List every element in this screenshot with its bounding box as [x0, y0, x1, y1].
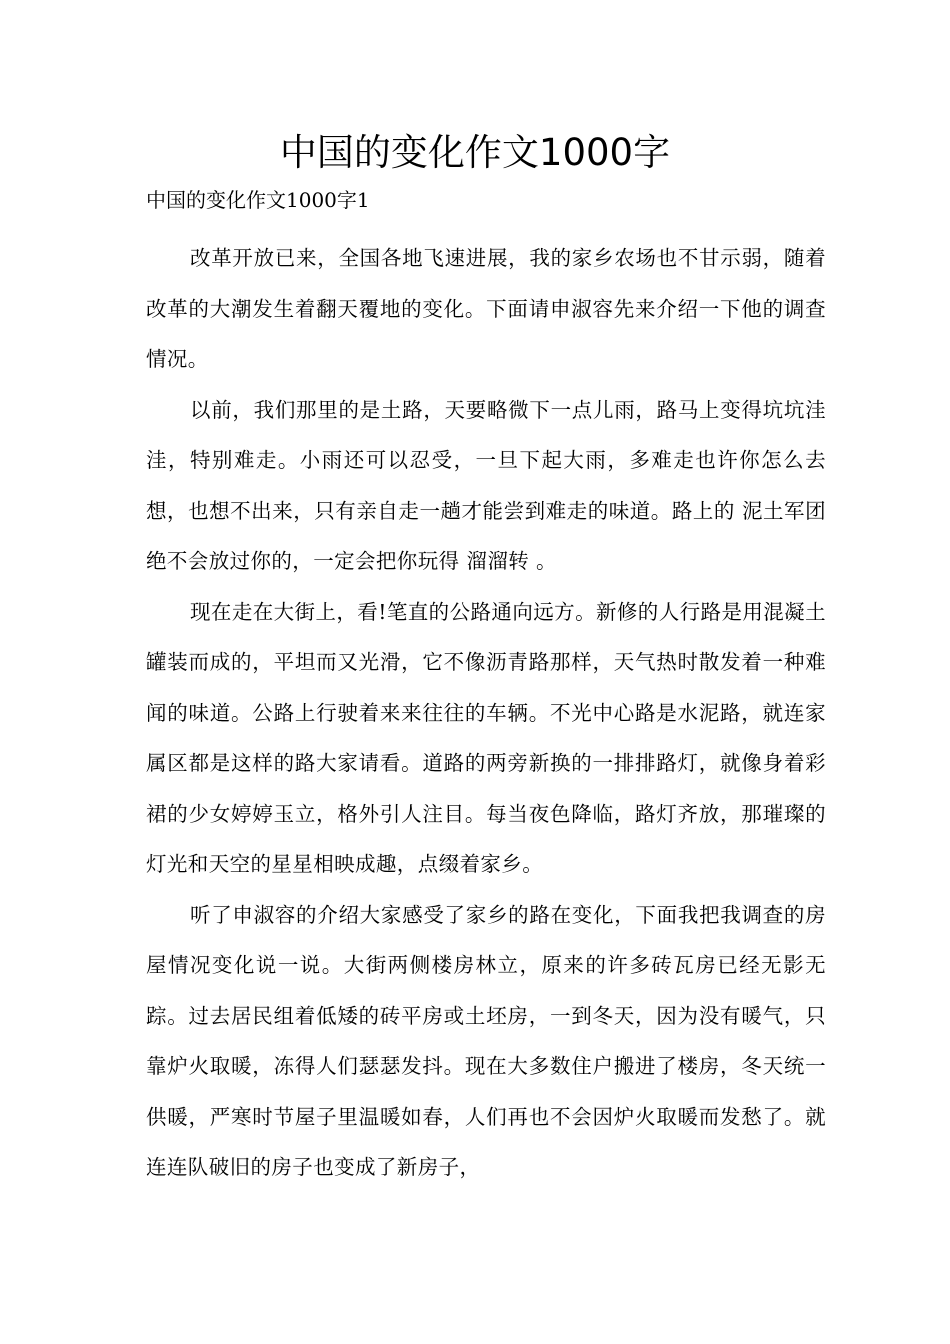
document-title: 中国的变化作文1000字 [279, 131, 671, 174]
paragraph-4: 听了申淑容的介绍大家感受了家乡的路在变化，下面我把我调查的房屋情况变化说一说。大街两侧楼房林立，原来的许多砖瓦房已经无影无踪。过去居民组着低矮的砖平房或土坯房，一到冬天，因为没有暖气，只靠炉火取暖，冻得人们瑟瑟发抖。现在大多数住户搬进了楼房，冬天统一供暖，严寒时节屋子里温暖如春，人们再也不会因炉火取暖而发愁了。就连连队破旧的房子也变成了新房子， [146, 902, 826, 1179]
document-body [146, 233, 826, 1193]
document-subtitle: 中国的变化作文1000字1 [146, 188, 370, 212]
paragraph-1: 改革开放已来，全国各地飞速进展，我的家乡农场也不甘示弱，随着改革的大潮发生着翻天覆地的变化。下面请申淑容先来介绍一下他的调查情况。 [146, 246, 826, 371]
paragraph-2: 以前，我们那里的是土路，天要略微下一点儿雨，路马上变得坑坑洼洼，特别难走。小雨还可以忍受，一旦下起大雨，多难走也许你怎么去想，也想不出来，只有亲自走一趟才能尝到难走的味道。路上的 泥土军团 绝不会放过你的，一定会把你玩得 溜溜转 。 [146, 397, 826, 573]
paragraph-3: 现在走在大街上，看!笔直的公路通向远方。新修的人行路是用混凝土罐装而成的，平坦而又光滑，它不像沥青路那样，天气热时散发着一种难闻的味道。公路上行驶着来来往往的车辆。不光中心路是水泥路，就连家属区都是这样的路大家请看。道路的两旁新换的一排排路灯，就像身着彩裙的少女婷婷玉立，格外引人注目。每当夜色降临，路灯齐放，那璀璨的灯光和天空的星星相映成趣，点缀着家乡。 [146, 599, 826, 876]
